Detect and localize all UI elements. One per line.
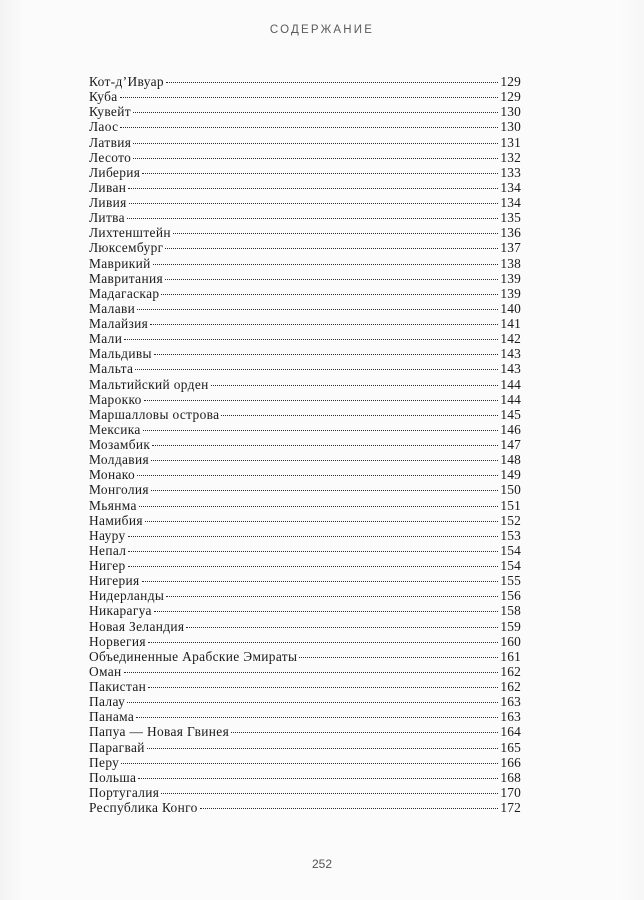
dot-leader [211, 384, 499, 386]
toc-entry [89, 603, 521, 618]
toc-entry-page: 159 [500, 618, 521, 634]
toc-entry-title: Маврикий [89, 255, 151, 271]
toc-entry [89, 709, 521, 724]
toc-entry [89, 407, 521, 422]
dot-leader [152, 444, 498, 446]
toc-entry [89, 528, 521, 543]
toc-entry-title: Лесото [89, 149, 132, 165]
toc-entry-page: 149 [500, 467, 521, 483]
dot-leader [139, 505, 499, 507]
dot-leader [153, 263, 499, 265]
dot-leader [133, 111, 498, 113]
toc-entry-page: 133 [500, 164, 521, 180]
toc-entry [89, 649, 521, 664]
toc-entry-page: 138 [500, 255, 521, 271]
toc-entry [89, 694, 521, 709]
toc-entry [89, 740, 521, 755]
dot-leader [128, 565, 499, 567]
toc-entry-title: Мьянма [89, 497, 137, 513]
toc-entry-title: Панама [89, 709, 135, 725]
toc-entry-title: Науру [89, 527, 126, 543]
toc-entry [89, 286, 521, 301]
toc-entry [89, 755, 521, 770]
dot-leader [128, 187, 498, 189]
toc-entry-page: 162 [500, 663, 521, 679]
toc-entry-page: 135 [500, 210, 521, 226]
toc-entry-title: Парагвай [89, 739, 145, 755]
dot-leader [133, 142, 498, 144]
toc-entry-title: Куба [89, 89, 118, 105]
toc-entry-page: 147 [500, 437, 521, 452]
toc-entry-page: 129 [500, 74, 521, 89]
dot-leader [121, 762, 498, 764]
toc-entry-page: 134 [500, 195, 521, 210]
toc-entry-title: Польша [89, 769, 137, 785]
toc-entry [89, 770, 521, 785]
dot-leader [127, 701, 498, 703]
dot-leader [231, 731, 498, 733]
toc-entry-title: Мавритания [89, 270, 163, 286]
toc-entry [89, 513, 521, 528]
dot-leader [137, 474, 498, 476]
toc-entry-title: Ливия [89, 195, 127, 210]
toc-entry-title: Малави [89, 300, 136, 316]
toc-entry-page: 150 [500, 482, 521, 498]
toc-entry [89, 467, 521, 482]
toc-entry [89, 119, 521, 134]
toc-entry [89, 74, 521, 89]
toc-entry [89, 392, 521, 407]
toc-entry-title: Мальдивы [89, 346, 152, 362]
toc-entry-title: Кувейт [89, 104, 131, 120]
dot-leader [161, 293, 498, 295]
toc-entry [89, 210, 521, 225]
toc-entry-title: Лихтенштейн [89, 225, 171, 241]
toc-entry [89, 301, 521, 316]
dot-leader [135, 368, 498, 370]
dot-leader [128, 550, 498, 552]
toc-entry-page: 144 [500, 376, 521, 392]
toc-entry [89, 135, 521, 150]
dot-leader [221, 414, 498, 416]
toc-entry [89, 195, 521, 210]
toc-entry [89, 165, 521, 180]
toc-entry-page: 140 [500, 300, 521, 316]
dot-leader [127, 217, 498, 219]
toc-entry-page: 137 [500, 240, 521, 256]
toc-entry-page: 139 [500, 285, 521, 301]
toc-entry-page: 168 [500, 769, 521, 785]
toc-entry-page: 164 [500, 724, 521, 740]
dot-leader [143, 429, 499, 431]
toc-entry [89, 634, 521, 649]
toc-entry-title: Монако [89, 467, 135, 483]
toc-entry-page: 163 [500, 709, 521, 725]
toc-entry [89, 422, 521, 437]
toc-entry [89, 240, 521, 255]
toc-entry-page: 155 [500, 573, 521, 589]
toc-entry [89, 573, 521, 588]
dot-leader [120, 96, 499, 98]
dot-leader [154, 610, 498, 612]
toc-entry-title: Люксембург [89, 240, 164, 256]
toc-entry [89, 664, 521, 679]
toc-entry-title: Мальтийский орден [89, 376, 209, 392]
toc-entry-page: 162 [500, 679, 521, 694]
toc-entry-title: Либерия [89, 164, 141, 180]
toc-entry-page: 154 [500, 542, 521, 558]
toc-entry-title: Литва [89, 210, 125, 226]
toc-entry-page: 160 [500, 633, 521, 649]
toc-entry-title: Республика Конго [89, 800, 198, 815]
toc-entry [89, 619, 521, 634]
toc-entry-title: Оман [89, 663, 122, 679]
page-number: 252 [311, 857, 333, 871]
dot-leader [151, 489, 498, 491]
toc-entry-page: 161 [500, 648, 521, 664]
dot-leader [137, 308, 498, 310]
toc-entry [89, 150, 521, 165]
toc-entry-title: Лаос [89, 119, 119, 135]
toc-entry [89, 679, 521, 694]
dot-leader [186, 626, 498, 628]
toc-entry-title: Нидерланды [89, 588, 165, 604]
toc-entry [89, 800, 521, 815]
dot-leader [148, 641, 498, 643]
toc-entry-title: Маршалловы острова [89, 406, 220, 422]
toc-entry-page: 131 [500, 134, 521, 150]
dot-leader [144, 399, 499, 401]
toc-entry-page: 148 [500, 452, 521, 468]
toc-entry [89, 89, 521, 104]
toc-entry-title: Нигер [89, 558, 126, 573]
toc-entry-title: Кот-д’Ивуар [89, 74, 164, 89]
toc-entry [89, 225, 521, 240]
table-of-contents [89, 74, 521, 815]
toc-entry [89, 498, 521, 513]
toc-entry-page: 166 [500, 754, 521, 770]
dot-leader [142, 172, 498, 174]
toc-entry [89, 558, 521, 573]
toc-entry-page: 129 [500, 89, 521, 105]
toc-entry-title: Мозамбик [89, 437, 151, 452]
toc-entry-page: 143 [500, 361, 521, 377]
dot-leader [165, 278, 498, 280]
toc-entry-page: 130 [500, 119, 521, 135]
running-head: СОДЕРЖАНИЕ [269, 24, 375, 36]
dot-leader [124, 671, 499, 673]
toc-entry-page: 154 [500, 558, 521, 573]
toc-entry-page: 136 [500, 225, 521, 241]
dot-leader [129, 202, 499, 204]
toc-entry [89, 346, 521, 361]
toc-entry-page: 145 [500, 406, 521, 422]
dot-leader [165, 247, 498, 249]
dot-leader [299, 656, 498, 658]
toc-entry [89, 482, 521, 497]
toc-entry-page: 142 [500, 331, 521, 347]
toc-entry-title: Мальта [89, 361, 134, 377]
toc-entry [89, 180, 521, 195]
toc-entry [89, 316, 521, 331]
toc-entry-page: 172 [500, 800, 521, 815]
toc-entry-title: Никарагуа [89, 603, 152, 619]
toc-entry-title: Непал [89, 542, 127, 558]
dot-leader [133, 157, 498, 159]
toc-entry [89, 785, 521, 800]
toc-entry-title: Мали [89, 331, 123, 347]
toc-entry-page: 156 [500, 588, 521, 604]
dot-leader [145, 520, 498, 522]
toc-entry-title: Объединенные Арабские Эмираты [89, 648, 298, 664]
toc-entry-title: Марокко [89, 391, 142, 407]
dot-leader [166, 81, 498, 83]
toc-entry-title: Латвия [89, 134, 132, 150]
toc-entry [89, 452, 521, 467]
toc-entry [89, 331, 521, 346]
toc-entry-page: 165 [500, 739, 521, 755]
dot-leader [151, 459, 498, 461]
dot-leader [173, 232, 498, 234]
dot-leader [124, 338, 498, 340]
toc-entry-title: Папуа — Новая Гвинея [89, 724, 230, 740]
toc-entry [89, 724, 521, 739]
toc-entry-title: Норвегия [89, 633, 146, 649]
toc-entry [89, 588, 521, 603]
toc-entry [89, 256, 521, 271]
toc-entry [89, 543, 521, 558]
toc-entry-page: 130 [500, 104, 521, 120]
toc-entry-page: 153 [500, 527, 521, 543]
toc-entry-title: Пакистан [89, 679, 147, 694]
toc-entry-page: 152 [500, 512, 521, 528]
toc-entry-title: Малайзия [89, 316, 149, 331]
toc-entry-title: Мексика [89, 421, 141, 437]
toc-entry-title: Молдавия [89, 452, 149, 468]
dot-leader [200, 807, 499, 809]
dot-leader [128, 535, 499, 537]
dot-leader [148, 686, 498, 688]
toc-entry [89, 377, 521, 392]
dot-leader [166, 595, 498, 597]
toc-entry-title: Нигерия [89, 573, 140, 589]
dot-leader [136, 716, 498, 718]
toc-entry [89, 361, 521, 376]
toc-entry-title: Португалия [89, 784, 160, 800]
toc-entry-page: 139 [500, 270, 521, 286]
toc-entry-title: Намибия [89, 512, 143, 528]
toc-entry-title: Перу [89, 754, 120, 770]
dot-leader [150, 323, 498, 325]
toc-entry-title: Новая Зеландия [89, 618, 185, 634]
dot-leader [142, 580, 499, 582]
toc-entry-page: 158 [500, 603, 521, 619]
dot-leader [161, 792, 498, 794]
toc-entry-page: 170 [500, 784, 521, 800]
toc-entry-page: 151 [500, 497, 521, 513]
dot-leader [138, 777, 498, 779]
toc-entry-title: Монголия [89, 482, 149, 498]
toc-entry-page: 146 [500, 421, 521, 437]
toc-entry [89, 104, 521, 119]
toc-entry-page: 143 [500, 346, 521, 362]
toc-entry-page: 134 [500, 179, 521, 195]
toc-entry-page: 141 [500, 316, 521, 331]
toc-entry [89, 271, 521, 286]
toc-entry-page: 163 [500, 694, 521, 710]
toc-entry-title: Ливан [89, 179, 127, 195]
dot-leader [147, 747, 499, 749]
dot-leader [154, 353, 498, 355]
toc-entry [89, 437, 521, 452]
toc-entry-title: Мадагаскар [89, 285, 160, 301]
toc-entry-page: 144 [500, 391, 521, 407]
dot-leader [120, 126, 498, 128]
toc-entry-title: Палау [89, 694, 126, 710]
toc-entry-page: 132 [500, 149, 521, 165]
